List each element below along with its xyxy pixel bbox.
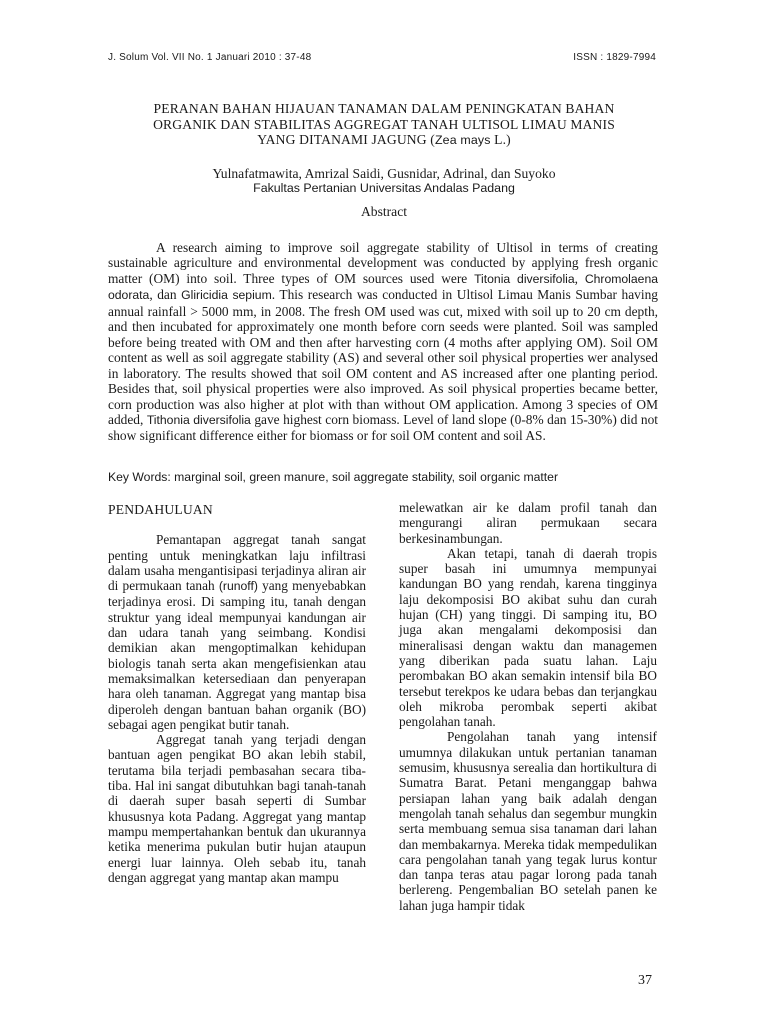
section-heading: PENDAHULUAN — [108, 502, 213, 517]
paragraph: Akan tetapi, tanah di daerah tropis super basah ini umumnya mempunyai kandungan BO yang rendah, karena tingginya laju dekomposisi BO akibat suhu dan curah hujan (CH) yang tinggi. Di samping itu, BO juga akan mengalami dekomposisi dan mineralisasi dengan waktu dan managemen yang diberikan pada suatu lahan. Laju perombakan BO akan semakin intensif bila BO tersebut terekpos ke udara bebas dan terjangkau oleh mikroba perombak seperti akibat pengolahan tanah. — [399, 545, 657, 730]
paragraph-text: yang menyebabkan terjadinya erosi. Di samping itu, tanah dengan struktur yang ideal mempunyai kandungan air dan udara tanah yang seimbang. Kondisi demikian akan mengoptimalkan kehidupan biologis tanah serta akan mengefisienkan atau memaksimalkan ketersediaan dan penyerapan hara oleh tanaman. Aggregat yang mantap bisa diperoleh dengan bantuan bahan organik (BO) sebagai agen pengikat butir tanah. — [108, 578, 366, 732]
issn-label: ISSN : 1829-7994 — [573, 52, 656, 63]
abstract-body — [108, 240, 658, 444]
species-name: Chromolaena odorata — [108, 271, 658, 303]
abstract-text-5: gave highest corn biomass. Level of land slope (0-8% dan 15-30%) did not show significant difference either for biomass or for soil OM content and soil AS. — [108, 411, 658, 444]
term-runoff: (runoff) — [218, 579, 258, 594]
species-name: Tithonia diversifolia — [146, 412, 251, 427]
paragraph: Aggregat tanah yang terjadi dengan bantuan agen pengikat BO akan lebih stabil, terutama bila terjadi pembasahan secara tiba-tiba. Hal ini sangat dibutuhkan bagi tanah-tanah di daerah super basah seperti di Sumbar khususnya kota Padang. Aggregat yang mantap mampu mempertahankan bentuk dan ukurannya ketika menerima pukulan butir hujan ataupun energi luar lainnya. Oleh sebab itu, tanah dengan aggregat yang mantap akan mampu — [108, 732, 366, 885]
abstract-text-4: . This research was conducted in Ultisol Limau Manis Sumbar having annual rainfall > 5000 mm, in 2008. The fresh OM used was cut, mixed with soil up to 20 cm depth, and then incubated for approximately one month before corn seeds were planted. Soil was sampled before being treated with OM and then after harvesting corn (4 moths after applying OM). Soil OM content as well as soil aggregate stability (AS) and several other soil physical properties wer analysed in laboratory. The results showed that soil OM content and AS increased after one planting period. Besides that, soil physical properties were also improved. As soil physical properties became better, corn production was also higher at plot with than without OM application. Among 3 species of OM added, — [108, 287, 658, 427]
abstract-text-2: , — [574, 270, 585, 286]
author-block — [110, 166, 658, 196]
title-line-3-text: YANG DITANAMI JAGUNG ( — [257, 132, 435, 147]
paragraph — [108, 532, 366, 732]
paragraph-text: Pemantapan aggregat tanah sangat penting untuk meningkatkan laju infiltrasi dalam usaha mengantisipasi terjadinya aliran air di permukaan tanah — [108, 532, 366, 594]
left-column — [108, 502, 366, 885]
abstract-text-3: , dan — [149, 287, 182, 303]
abstract-text-1: A research aiming to improve soil aggregate stability of Ultisol in terms of creating sustainable agriculture and environmental development was conducted by applying fresh organic matter (OM) into soil. Three types of OM sources used were — [108, 240, 658, 286]
title-line-1: PERANAN BAHAN HIJAUAN TANAMAN DALAM PENINGKATAN BAHAN — [153, 101, 615, 116]
title-line-3-end: L.) — [490, 132, 511, 147]
running-header — [108, 52, 656, 63]
title-line-3 — [110, 132, 658, 149]
keywords: Key Words: marginal soil, green manure, soil aggregate stability, soil organic matter — [108, 470, 559, 484]
abstract-heading: Abstract — [360, 204, 408, 219]
author-list: Yulnafatmawita, Amrizal Saidi, Gusnidar, Adrinal, dan Suyoko — [212, 166, 556, 181]
right-column — [399, 500, 657, 913]
species-name: Titonia diversifolia — [474, 271, 575, 286]
paragraph: melewatkan air ke dalam profil tanah dan mengurangi aliran permukaan secara berkesinambungan. — [399, 500, 657, 546]
species-name: Gliricidia sepium — [181, 288, 272, 303]
page-number: 37 — [638, 973, 652, 988]
affiliation: Fakultas Pertanian Universitas Andalas Padang — [253, 181, 515, 195]
journal-citation: J. Solum Vol. VII No. 1 Januari 2010 : 37-48 — [108, 52, 312, 63]
paragraph: Pengolahan tanah yang intensif umumnya dilakukan untuk pertanian tanaman semusim, khususnya serealia dan hortikultura di Sumatra Barat. Petani menganggap bahwa persiapan lahan yang baik adalah dengan mengolah tanah sehalus dan segembur mungkin serta membuang semua sisa tanaman dari lahan dan membakarnya. Mereka tidak mempedulikan cara pengolahan tanah yang tegak lurus kontur dan tanpa teras atau pagar lorong pada tanah berlereng. Pengembalian BO setelah panen ke lahan juga hampir tidak — [399, 729, 657, 913]
species-name: Zea mays — [434, 133, 491, 147]
abstract-paragraph — [108, 240, 658, 444]
title-line-2: ORGANIK DAN STABILITAS AGGREGAT TANAH ULTISOL LIMAU MANIS — [153, 116, 615, 132]
paper-title — [110, 101, 658, 149]
